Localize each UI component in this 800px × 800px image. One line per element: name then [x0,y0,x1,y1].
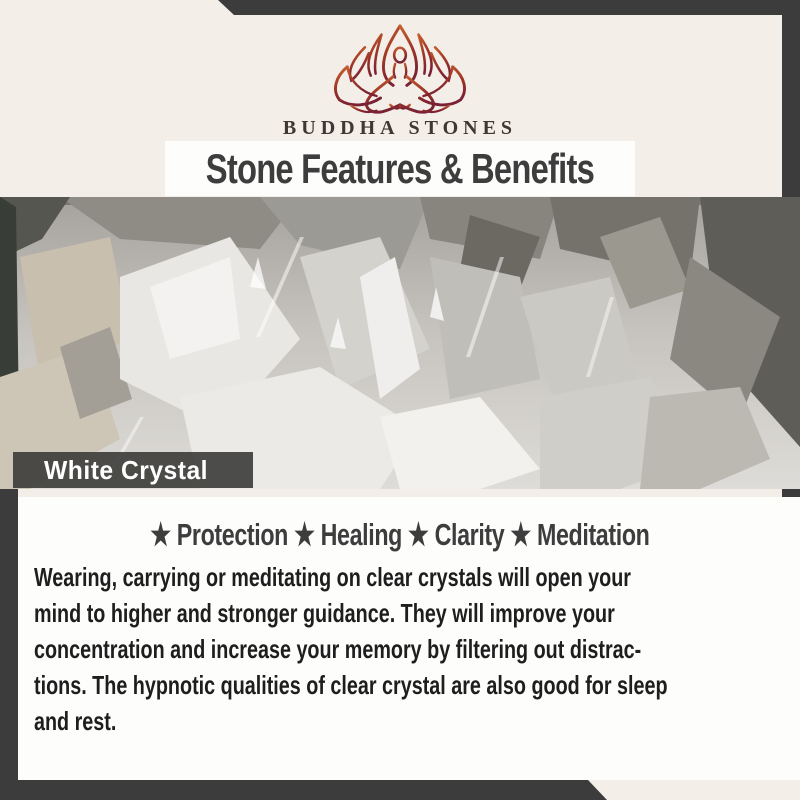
description-line: Wearing, carrying or meditating on clear crystals will open your [34,562,631,592]
description-line: and rest. [34,706,117,736]
lotus-meditation-logo-icon [322,20,478,118]
description-paragraph [34,559,775,739]
crystal-photo [0,197,800,489]
frame-bar-bottom [0,780,607,800]
stone-name-text: White Crystal [44,454,209,485]
frame-bar-top [218,0,800,15]
stone-name-label [13,452,253,488]
description-line: mind to higher and stronger guidance. They will improve your [34,598,615,628]
page-title: Stone Features & Benefits [205,144,595,192]
title-banner [165,141,635,196]
brand-name: BUDDHA STONES [282,117,518,139]
benefits-text: ★ Protection ★ Healing ★ Clarity ★ Meditation [150,517,650,552]
description-line: tions. The hypnotic qualities of clear crystal are also good for sleep [34,670,668,700]
benefits-line [0,517,800,553]
description-line: concentration and increase your memory by filtering out distrac- [34,634,642,664]
